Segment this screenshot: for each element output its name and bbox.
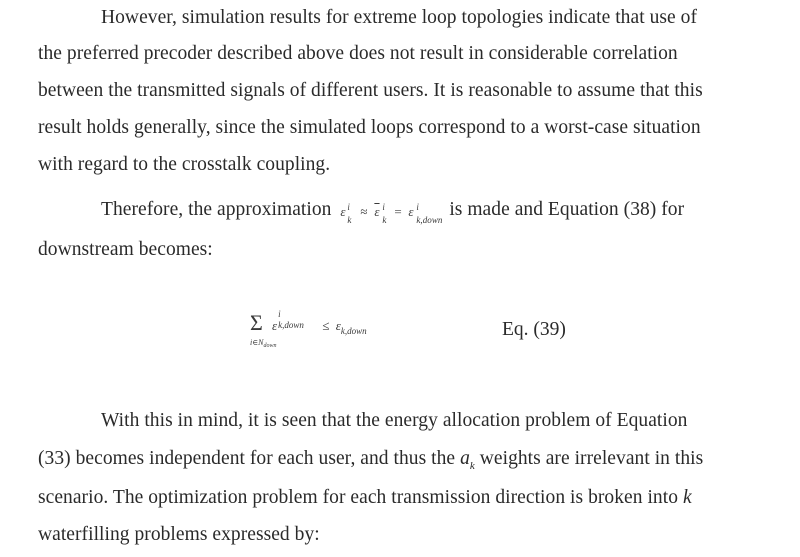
paragraph2-line1 [101, 198, 685, 225]
paragraph3-line3-text: scenario. The optimization problem for each transmission direction is broken into [38, 487, 678, 508]
summation-index [250, 338, 277, 349]
eq39-eps-right: ε [335, 318, 341, 333]
inline-sup-3: i [416, 202, 419, 212]
eq39-leq: ≤ [322, 318, 330, 333]
inline-eps-2: $\overline{\varepsilon}$ [374, 204, 380, 219]
paragraph2-text-post: is made and Equation (38) for [449, 199, 685, 220]
paragraph1-line3: between the transmitted signals of different users. It is reasonable to assume that this [38, 80, 703, 101]
summation-sigma: Σ [250, 310, 263, 335]
eq39-eps-left: ε [272, 318, 278, 333]
eq39-eps-left-sub: k,down [278, 320, 304, 330]
eq39-eps-right-sub: k,down [340, 326, 367, 336]
summation-index-set-sub: down [263, 343, 277, 349]
inline-sub-2: k [382, 215, 387, 225]
paragraph3-line2-post: weights are irrelevant in this [479, 448, 704, 469]
paragraph3-line4: waterfilling problems expressed by: [38, 524, 320, 545]
paragraph1-line1: However, simulation results for extreme loop topologies indicate that use of [101, 7, 697, 28]
inline-sup-2: i [382, 202, 385, 212]
summation-index-set: i∈N [250, 338, 264, 347]
paragraph1-line4: result holds generally, since the simulated loops correspond to a worst-case situation [38, 117, 701, 138]
paragraph1-line2: the preferred precoder described above does not result in considerable correlation [38, 43, 678, 64]
inline-sub-3: k,down [416, 215, 443, 225]
paragraph3-line2-pre: (33) becomes independent for each user, and thus the [38, 448, 456, 469]
inline-approximation-equation [336, 198, 486, 225]
weight-variable-sub: k [469, 459, 475, 472]
paragraph2-text-pre: Therefore, the approximation [101, 199, 332, 220]
paragraph2-line2: downstream becomes: [38, 239, 213, 260]
paragraph3-line3-var: k [682, 487, 692, 508]
inline-sup-1: i [347, 202, 350, 212]
equation-39-label: Eq. (39) [502, 319, 566, 340]
inline-sub-1: k [347, 215, 352, 225]
inline-eps-1: ε [340, 204, 346, 219]
paragraph3-line3 [38, 486, 692, 510]
inline-eps-3: ε [408, 204, 414, 219]
paragraph3-line2 [38, 447, 703, 478]
weight-variable-base: a [460, 448, 470, 469]
equation-39-body [272, 309, 367, 336]
eq39-eps-left-sup: i [278, 309, 281, 319]
paragraph3-line1: With this in mind, it is seen that the energy allocation problem of Equation [101, 410, 688, 431]
paragraph1-line5: with regard to the crosstalk coupling. [38, 154, 331, 175]
inline-equals: = [394, 204, 402, 219]
weight-variable [460, 448, 475, 472]
inline-approx: ≈ [360, 204, 368, 219]
